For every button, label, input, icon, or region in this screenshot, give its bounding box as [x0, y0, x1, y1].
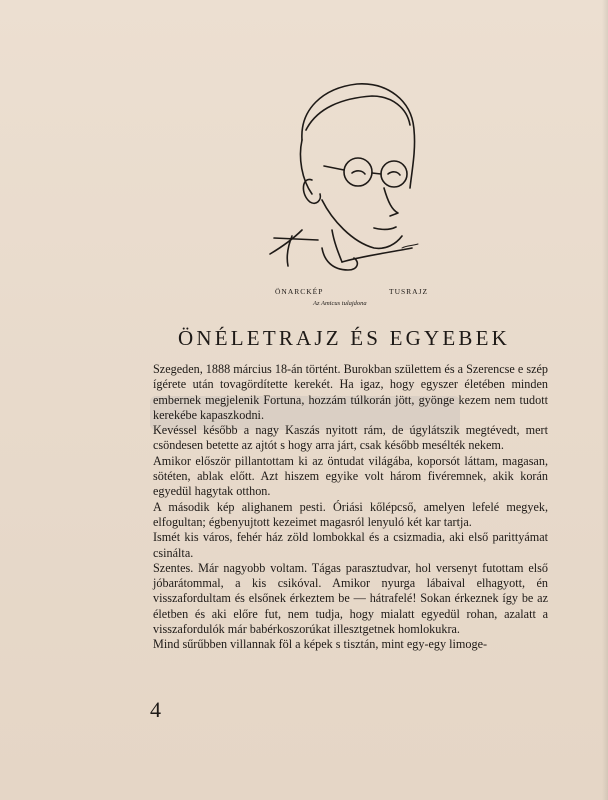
paragraph: Szegeden, 1888 március 18-án történt. Burokban születtem és a Szerencse e szép ígérete után tovagördítette kerekét. Ha igaz, hogy egyszer életében minden embernek megjelenik Fortuna, hozzám túlkorán jött, gyönge kezem nem tudott kerekébe kapaszkodni.	[153, 362, 548, 422]
paragraph: Szentes. Már nagyobb voltam. Tágas parasztudvar, hol versenyt futottam első jóbarátommal, a kis csikóval. Amikor nyurga lábaival elhagyott, én visszafordultam és elsőnek érkeztem be — hátrafelé! Sokan érkeznek így be az életben és aki előre fut, nem tudja, hogy mialatt egyedül rohan, azalatt a visszafordulók már babérkoszorúkat illesztgetnek homlokukra.	[153, 560, 548, 637]
paragraph: Kevéssel később a nagy Kaszás nyitott rám, de úgylátszik megtévedt, mert csöndesen betette az ajtót s hogy arra járt, csak később mesélték nekem.	[153, 423, 548, 453]
page-number: 4	[150, 697, 161, 722]
illustration-caption-sub: Az Amicus tulajdona	[313, 300, 367, 307]
body-text	[153, 362, 548, 653]
paragraph: Amikor először pillantottam ki az öntudat világába, koporsót láttam, magasan, sötéten, ablak előtt. Azt hiszem egyike volt három fivéremnek, akik korán egyedül hagytak otthon.	[153, 453, 548, 499]
paragraph: A második kép alighanem pesti. Óriási kőlépcső, amelyen lefelé megyek, elfogultan; égbenyujtott kezeimet magasról lenyuló két kar tartja.	[153, 499, 548, 529]
self-portrait-illustration	[262, 70, 427, 280]
illustration-caption-right: TUSRAJZ	[389, 287, 429, 296]
page-title: ÖNÉLETRAJZ ÉS EGYEBEK	[178, 326, 511, 350]
page-edge-shadow	[602, 0, 608, 800]
paragraph: Ismét kis város, fehér ház zöld lombokkal és a csizmadia, aki első parittyámat csinálta.	[153, 530, 548, 560]
paragraph: Mind sűrűbben villannak föl a képek s tisztán, mint egy-egy limoge-	[153, 637, 488, 652]
illustration-caption-left: ÖNARCKÉP	[275, 287, 324, 296]
